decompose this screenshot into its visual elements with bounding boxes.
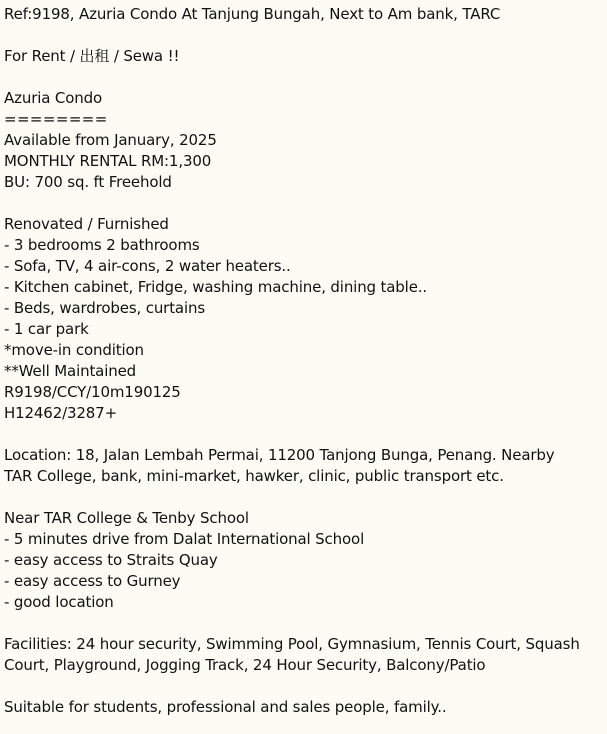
listing-code: R9198/CCY/10m190125 [4,383,181,401]
built-up-line: BU: 700 sq. ft Freehold [4,173,172,191]
location-line: Location: 18, Jalan Lembah Permai, 11200 Tanjong Bunga, Penang. Nearby [4,446,555,464]
feature-item: - Kitchen cabinet, Fridge, washing machine, dining table.. [4,278,428,296]
location-line: TAR College, bank, mini-market, hawker, clinic, public transport etc. [4,467,504,485]
note-item: **Well Maintained [4,362,137,380]
facilities-line: Court, Playground, Jogging Track, 24 Hour Security, Balcony/Patio [4,656,486,674]
feature-item: - 1 car park [4,320,89,338]
feature-item: - 3 bedrooms 2 bathrooms [4,236,200,254]
near-item: - easy access to Gurney [4,572,181,590]
feature-item: - Beds, wardrobes, curtains [4,299,206,317]
blank-line [4,487,607,508]
suitable-line: Suitable for students, professional and sales people, family.. [4,698,447,716]
reference-line: Ref:9198, Azuria Condo At Tanjung Bungah, Next to Am bank, TARC [4,5,501,23]
note-item: *move-in condition [4,341,144,359]
blank-line [4,676,607,697]
blank-line [4,25,607,46]
near-item: - easy access to Straits Quay [4,551,218,569]
near-item: - 5 minutes drive from Dalat International School [4,530,365,548]
for-rent-line: For Rent / 出租 / Sewa !! [4,47,180,65]
blank-line [4,613,607,634]
condition-heading: Renovated / Furnished [4,215,169,233]
facilities-line: Facilities: 24 hour security, Swimming Pool, Gymnasium, Tennis Court, Squash [4,635,580,653]
property-name: Azuria Condo [4,89,102,107]
blank-line [4,67,607,88]
feature-item: - Sofa, TV, 4 air-cons, 2 water heaters.. [4,257,291,275]
near-item: - good location [4,593,114,611]
availability-line: Available from January, 2025 [4,131,217,149]
near-heading: Near TAR College & Tenby School [4,509,249,527]
blank-line [4,424,607,445]
separator-line: ======== [4,110,108,128]
listing-code: H12462/3287+ [4,404,117,422]
monthly-rental-line: MONTHLY RENTAL RM:1,300 [4,152,212,170]
blank-line [4,193,607,214]
